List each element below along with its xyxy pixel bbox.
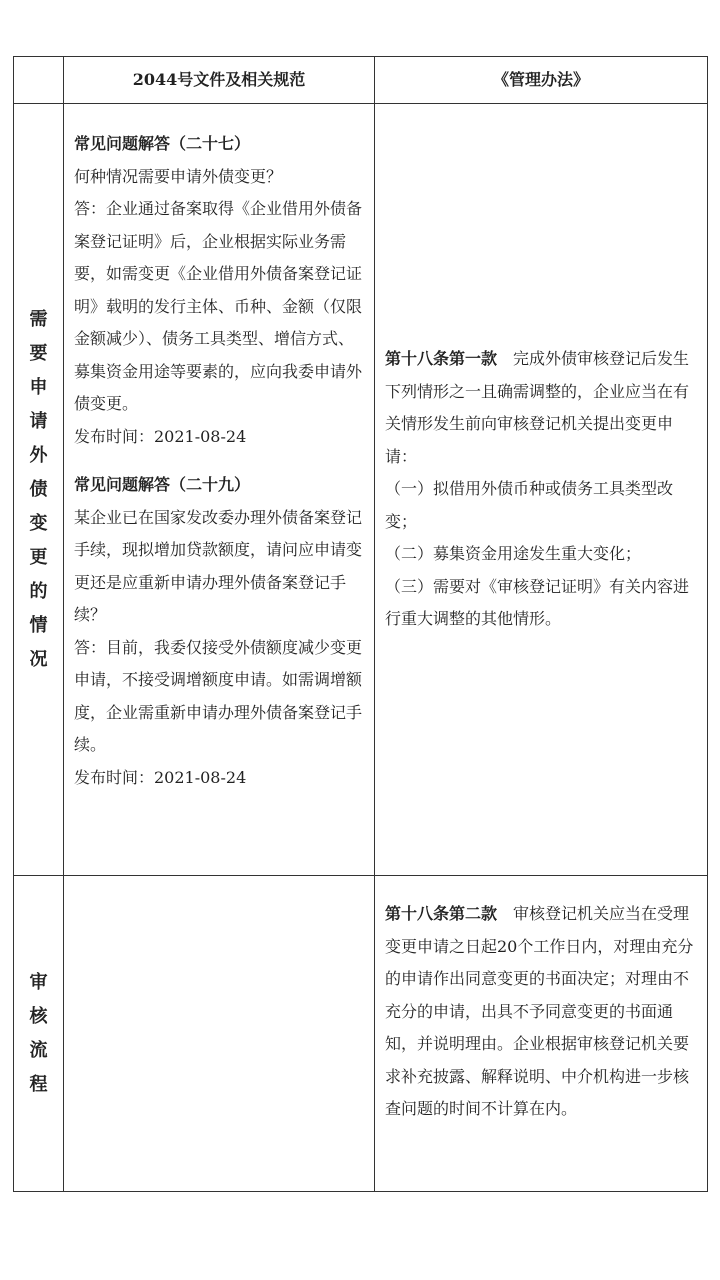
article-title: 第十八条第二款 — [385, 904, 498, 923]
header-2044-document: 2044号文件及相关规范 — [64, 57, 375, 104]
article-18-2-cell — [375, 876, 708, 1192]
article-item: （二）募集资金用途发生重大变化； — [385, 544, 642, 564]
faq-answer: 答：目前，我委仅接受外债额度减少变更申请，不接受调增额度申请。如需调增额度，企业需重新申请办理外债备案登记手续。 — [74, 637, 363, 754]
row-label-char: 更 — [29, 546, 48, 568]
faq-date: 发布时间：2021-08-24 — [74, 767, 247, 787]
row-label-char: 的 — [29, 580, 48, 602]
row-label-char: 请 — [29, 410, 48, 432]
header-empty-cell — [14, 57, 64, 104]
row-label-char: 流 — [29, 1039, 48, 1061]
table-row-change-situations — [14, 104, 708, 876]
faq-block-29 — [74, 469, 366, 794]
faq-title: 常见问题解答（二十九） — [74, 475, 251, 494]
row-label-char: 变 — [29, 512, 48, 534]
article-body: 审核登记机关应当在受理变更申请之日起20个工作日内，对理由充分的申请作出同意变更的书面决定；对理由不充分的申请，出具不予同意变更的书面通知，并说明理由。企业根据审核登记机关要求补充披露、解释说明、中介机构进一步核查问题的时间不计算在内。 — [385, 904, 694, 1118]
article-body: 完成外债审核登记后发生下列情形之一且确需调整的，企业应当在有关情形发生前向审核登记机关提出变更申请： — [385, 349, 690, 466]
article-paragraph — [385, 898, 699, 1126]
table-header-row — [14, 57, 708, 104]
faq-question: 何种情况需要申请外债变更？ — [74, 166, 283, 186]
row-label-review-process — [14, 876, 64, 1192]
row-label-char: 核 — [29, 1005, 48, 1027]
article-item: （三）需要对《审核登记证明》有关内容进行重大调整的其他情形。 — [385, 576, 690, 629]
row-label-char: 债 — [29, 478, 48, 500]
row-label-change-situations — [14, 104, 64, 876]
comparison-table — [13, 56, 708, 1192]
table-row-review-process — [14, 876, 708, 1192]
faq-cell — [64, 104, 375, 876]
faq-answer: 答：企业通过备案取得《企业借用外债备案登记证明》后，企业根据实际业务需要，如需变更《企业借用外债备案登记证明》载明的发行主体、币种、金额（仅限金额减少）、债务工具类型、增信方式、募集资金用途等要素的，应向我委申请外债变更。 — [74, 199, 363, 413]
header-management-measures: 《管理办法》 — [375, 57, 708, 104]
row-label-char: 情 — [29, 614, 48, 636]
faq-block-27 — [74, 128, 366, 453]
article-title: 第十八条第一款 — [385, 349, 498, 369]
article-18-1-cell — [375, 104, 708, 876]
faq-date: 发布时间：2021-08-24 — [74, 426, 247, 446]
row-label-char: 审 — [29, 971, 48, 993]
faq-question: 某企业已在国家发改委办理外债备案登记手续，现拟增加贷款额度，请问应申请变更还是应重新申请办理外债备案登记手续？ — [74, 507, 363, 624]
row-label-char: 外 — [29, 444, 48, 466]
empty-cell — [64, 876, 375, 1192]
row-label-char: 需 — [29, 308, 48, 330]
row-label-char: 况 — [29, 648, 48, 670]
faq-title: 常见问题解答（二十七） — [74, 134, 251, 153]
article-paragraph — [385, 343, 699, 473]
row-label-char: 要 — [29, 342, 48, 364]
row-label-char: 程 — [29, 1073, 48, 1095]
article-item: （一）拟借用外债币种或债务工具类型改变； — [385, 479, 674, 531]
row-label-char: 申 — [29, 376, 48, 398]
